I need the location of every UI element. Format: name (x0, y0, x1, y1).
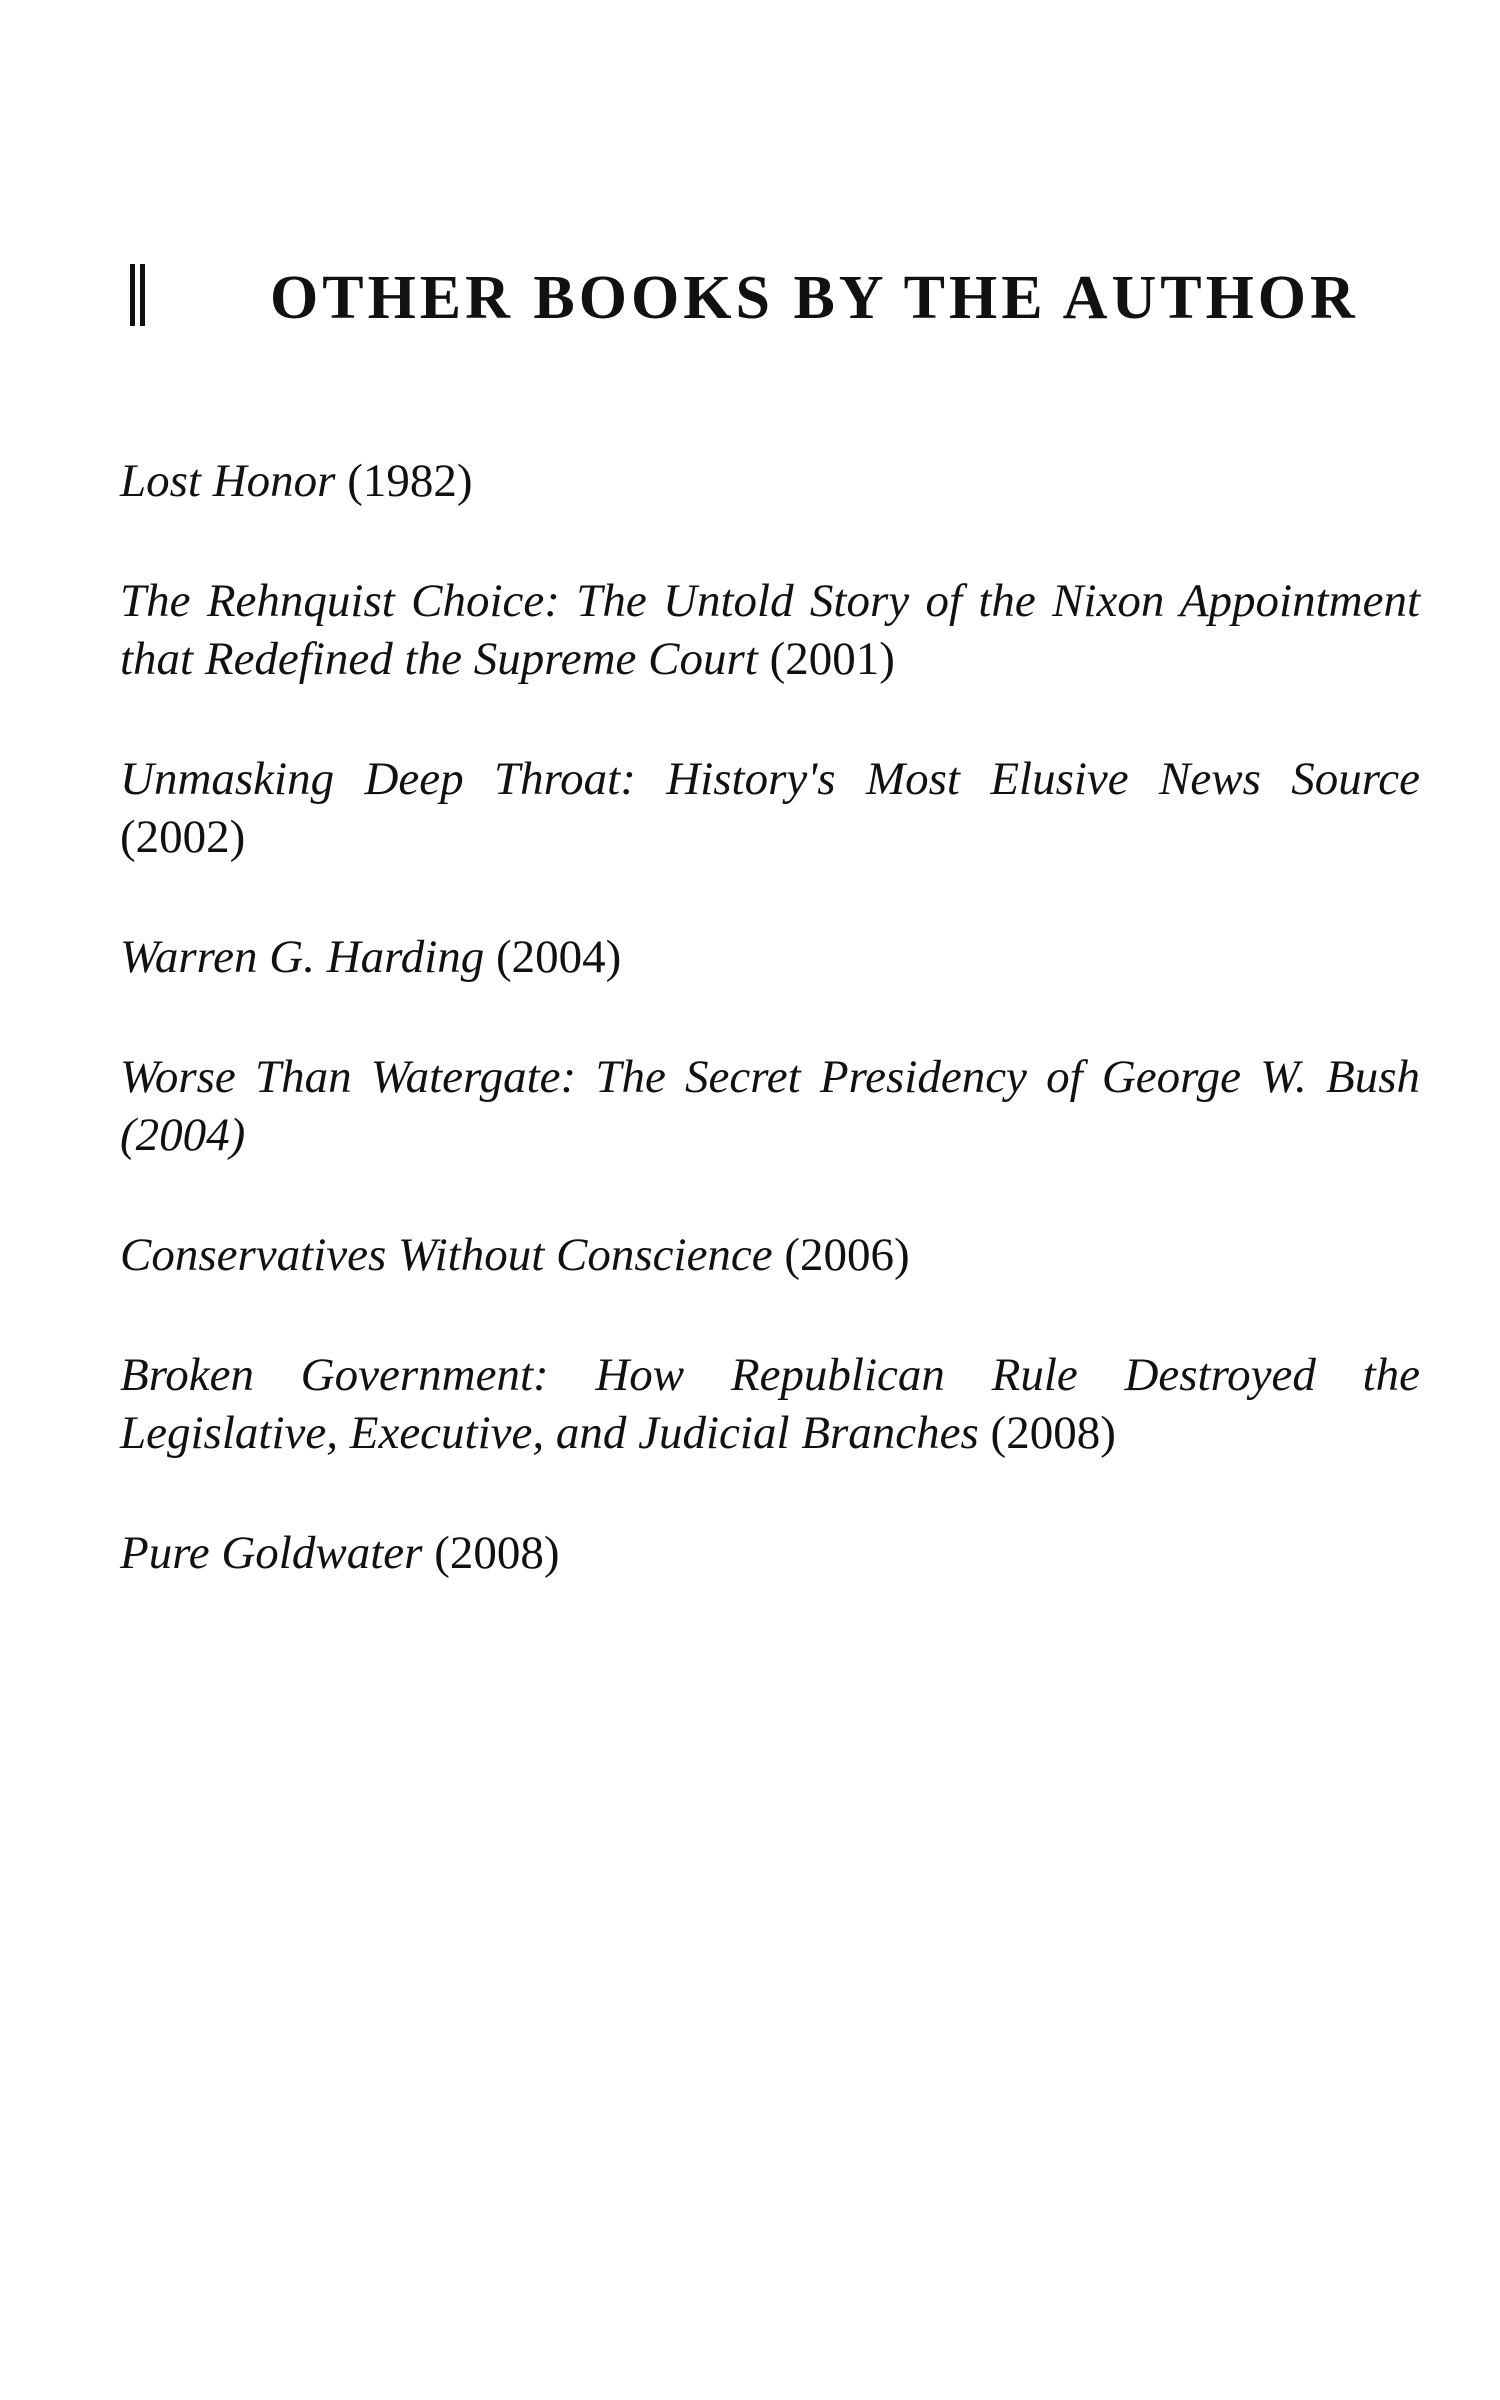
book-entry (120, 1524, 1420, 1582)
book-entry (120, 928, 1420, 986)
book-title: Broken Government: How Republican Rule Destroyed the Legislative, Executive, and Judicial Branches (120, 1349, 1420, 1459)
book-title: Unmasking Deep Throat: History's Most Elusive News Source (120, 753, 1420, 805)
page-heading (128, 258, 1428, 338)
book-year: (2008) (990, 1407, 1116, 1459)
heading-rule-left (130, 264, 135, 326)
book-title: Warren G. Harding (120, 931, 485, 983)
book-entry (120, 750, 1420, 866)
page-title: OTHER BOOKS BY THE AUTHOR (270, 264, 1359, 332)
book-entry (120, 572, 1420, 688)
heading-rule-right (140, 264, 145, 326)
book-entry (120, 1048, 1420, 1164)
book-title: The Rehnquist Choice: The Untold Story of the Nixon Appointment that Redefined the Supreme Court (120, 575, 1420, 685)
book-title: Worse Than Watergate: The Secret Presidency of George W. Bush (2004) (120, 1051, 1420, 1161)
book-year: (2008) (434, 1527, 560, 1579)
book-year: (2001) (769, 633, 895, 685)
book-title: Pure Goldwater (120, 1527, 423, 1579)
book-entry (120, 1346, 1420, 1462)
book-entry (120, 1226, 1420, 1284)
book-year: (1982) (347, 455, 473, 507)
book-entry (120, 452, 1420, 510)
book-year: (2002) (120, 811, 246, 863)
book-list (120, 452, 1420, 1644)
book-year: (2004) (496, 931, 622, 983)
book-title: Lost Honor (120, 455, 336, 507)
book-year: (2006) (784, 1229, 910, 1281)
book-title: Conservatives Without Conscience (120, 1229, 773, 1281)
